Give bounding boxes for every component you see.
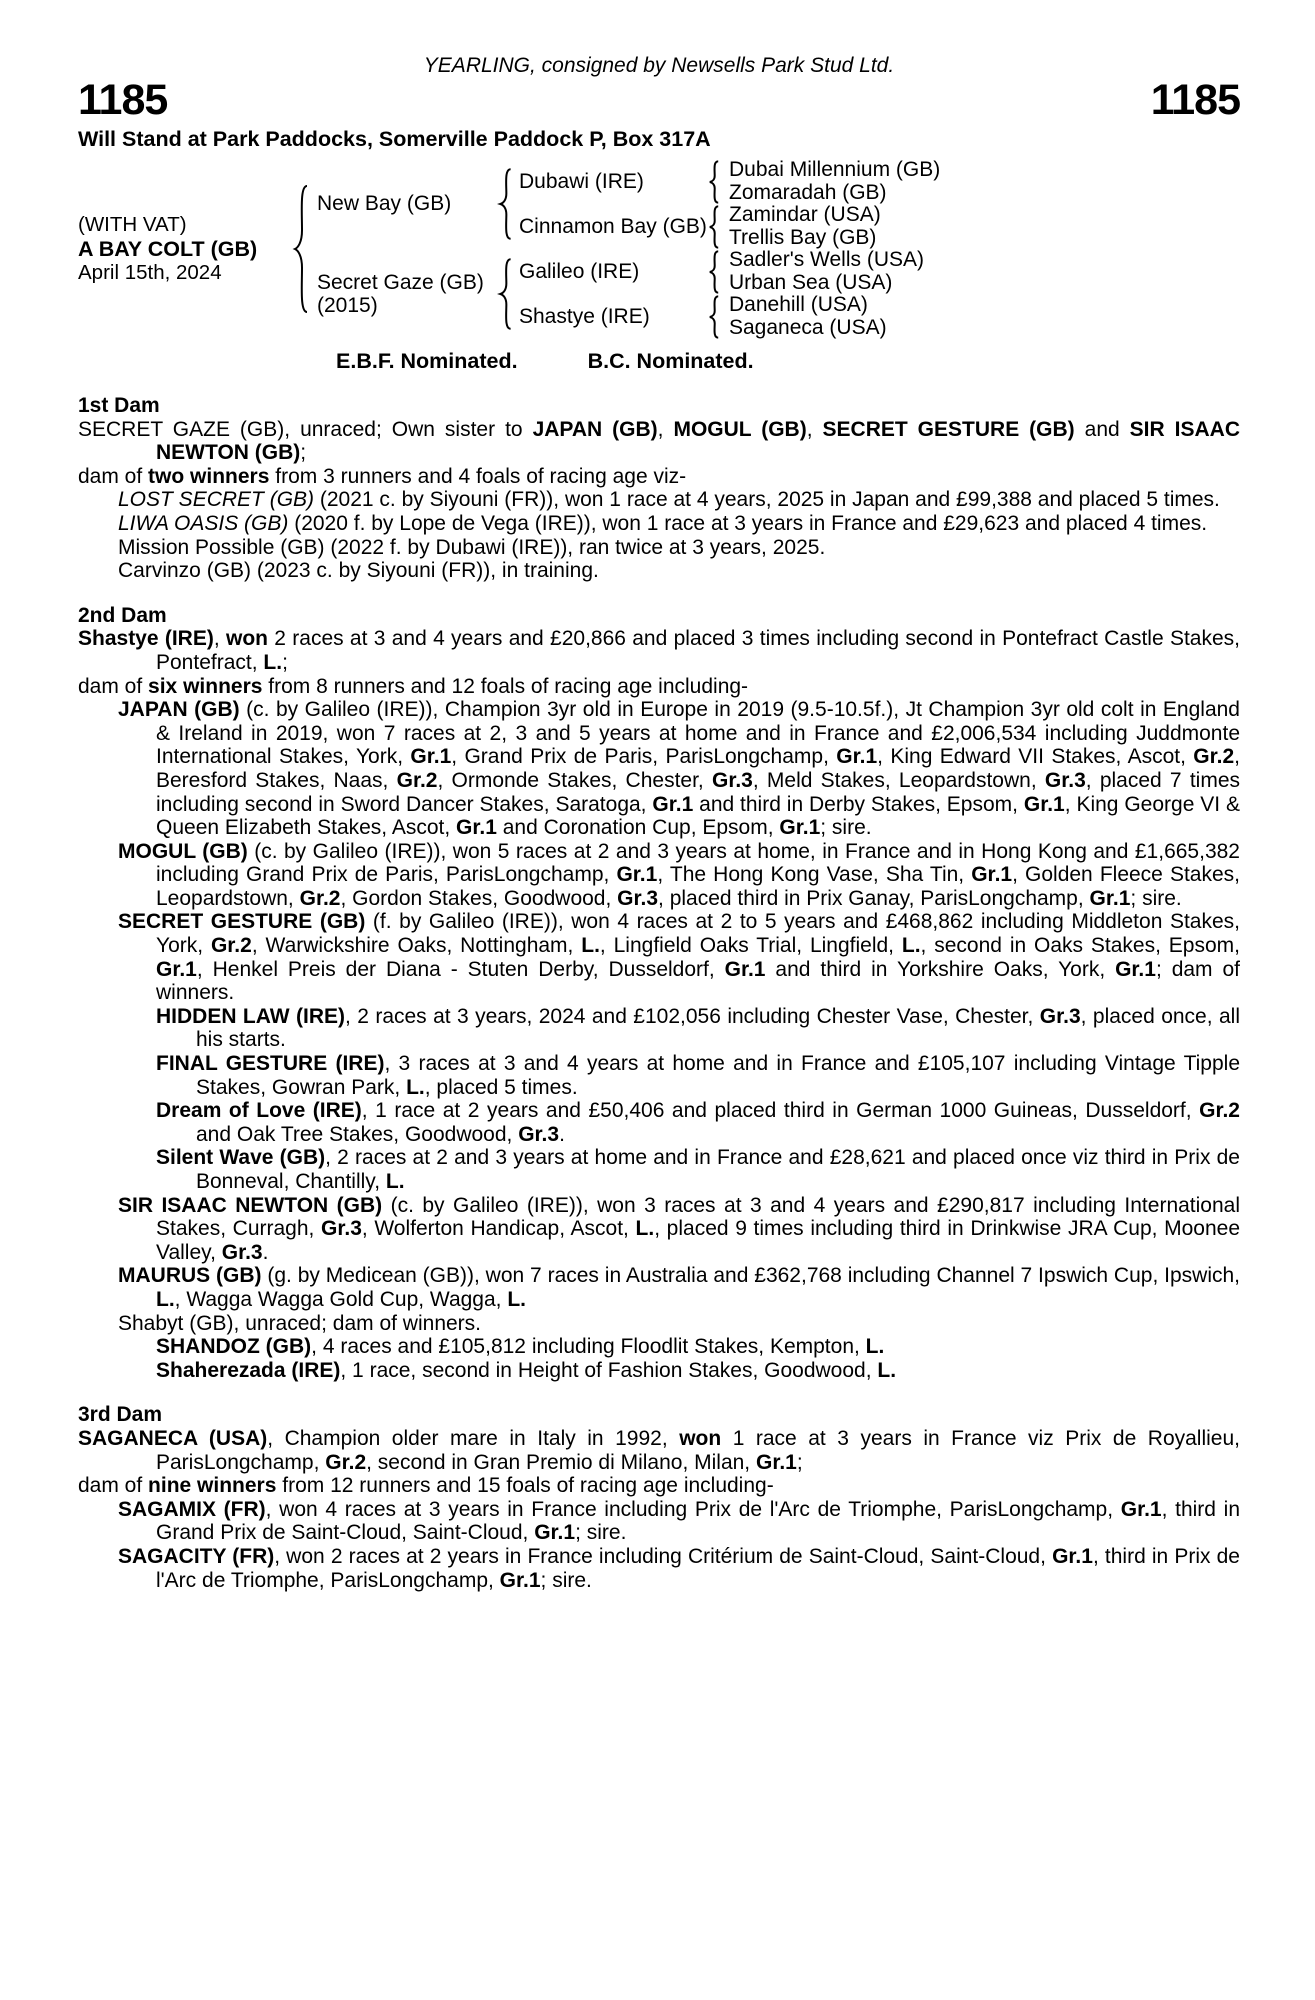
text-run: , 1 race at 2 years and £50,406 and placed third in German 1000 Guineas, Dusseldorf, [361,1099,1200,1123]
text-run: L. [156,1287,175,1311]
text-run: , The Hong Kong Vase, Sha Tin, [657,863,972,887]
dam-cell [317,271,497,317]
text-run: HIDDEN LAW (IRE) [156,1004,345,1028]
text-run: MOGUL (GB) [118,839,248,863]
text-run: Gr.1 [755,1450,797,1474]
text-run: SHANDOZ (GB) [156,1335,312,1359]
text-run: , 1 race, second in Height of Fashion Stakes, Goodwood, [340,1358,878,1382]
pedigree-paragraph [78,675,1240,699]
text-run: from 8 runners and 12 foals of racing age including- [262,674,749,698]
text-run: Gr.1 [1115,957,1156,981]
text-run: dam of [78,464,149,488]
dam-section-heading: 3rd Dam [78,1403,163,1427]
text-run: , Grand Prix de Paris, ParisLongchamp, [451,745,837,769]
pedigree-table [78,159,1240,339]
text-run: . [262,1240,269,1264]
text-run: L. [385,1170,405,1193]
text-run: from 3 runners and 4 foals of racing age viz- [269,464,687,488]
text-run: , second in Gran Premio di Milano, Milan, [366,1450,756,1474]
dam-section [78,394,1240,583]
pedigree-paragraph [78,488,1240,512]
dam-name: Secret Gaze (GB) [317,271,484,294]
text-run: , Warwickshire Oaks, Nottingham, [251,934,582,958]
dam-section-heading: 2nd Dam [78,603,167,627]
grandparent-brace-icon [707,250,729,294]
colt-info [78,213,291,285]
dam-section-paragraphs [78,418,1240,583]
text-run: , 2 races at 2 and 3 years at home and in France and £28,621 and placed once viz third in Prix de Bonneval, Chantilly, [196,1146,1240,1193]
text-run: MAURUS (GB) [118,1264,262,1288]
text-run: , Meld Stakes, Leopardstown, [752,768,1045,792]
text-run: Mission Possible (GB) (2022 f. by Dubawi (IRE)), ran twice at 3 years, 2025. [118,535,826,559]
text-run: L. [865,1335,885,1359]
text-run: , 4 races and £105,812 including Floodlit Stakes, Kempton, [311,1335,866,1359]
text-run: JAPAN (GB) [118,698,240,722]
text-run: SECRET GAZE (GB), unraced; Own sister to [78,417,533,441]
text-run: Gr.2 [299,886,341,910]
text-run: Gr.1 [779,816,821,840]
text-run: (g. by Medicean (GB)), won 7 races in Australia and £362,768 including Channel 7 Ipswich Cup, Ipswich, [261,1264,1241,1288]
pedigree-paragraph [78,1146,1240,1193]
great-grandparent-name: Saganeca (USA) [729,315,887,339]
text-run: Gr.1 [534,1521,576,1545]
dam-brace-icon [497,257,519,331]
text-run: , King George VI & Queen Elizabeth Stakes, Ascot, [156,792,1240,840]
dam-sections [78,394,1240,1592]
text-run: (c. by Galileo (IRE)), Champion 3yr old in Europe in 2019 (9.5-10.5f.), Jt Champion 3yr old colt in England & Ireland in 2019, won 7 races at 2, 3 and 5 years at home and in France and £2,006,534 including Juddmonte International Stakes, York, [156,698,1240,769]
great-grandparent-name: Urban Sea (USA) [729,270,893,294]
text-run: Gr.1 [652,792,694,816]
text-run: , [213,627,226,651]
text-run: Dream of Love (IRE) [156,1099,362,1123]
ebf-nominated-label: E.B.F. Nominated. [336,349,518,373]
great-grandparent-name: Sadler's Wells (USA) [729,248,924,272]
text-run: ; sire. [820,816,872,840]
great-grandparent-name: Zomaradah (GB) [729,180,887,204]
text-run: , [657,417,674,441]
text-run: Gr.3 [518,1122,560,1146]
pedigree-paragraph [78,1545,1240,1592]
pedigree-paragraph [78,536,1240,560]
text-run: , third in Grand Prix de Saint-Cloud, Saint-Cloud, [156,1497,1240,1545]
horse-name: A BAY COLT (GB) [78,237,258,261]
text-run: and third in Derby Stakes, Epsom, [693,792,1024,816]
stand-location-line: Will Stand at Park Paddocks, Somerville Paddock P, Box 317A [78,127,711,151]
pedigree-paragraph [78,1359,1240,1383]
text-run: Gr.2 [1193,745,1235,769]
bc-nominated-label: B.C. Nominated. [587,349,754,373]
pedigree-paragraph [78,465,1240,489]
text-run: ; sire. [540,1568,592,1592]
text-run: Silent Wave (GB) [156,1146,326,1170]
text-run: nine winners [148,1474,277,1498]
text-run: L. [263,650,283,674]
text-run: L. [877,1358,897,1382]
pedigree-paragraph [78,1312,1240,1336]
text-run: , won 4 races at 3 years in France including Prix de l'Arc de Triomphe, ParisLongchamp, [265,1497,1121,1521]
text-run: Gr.1 [1023,792,1065,816]
text-run: Gr.3 [221,1240,263,1264]
great-grandparent-name: Danehill (USA) [729,293,868,317]
sire-brace-icon [497,167,519,241]
text-run: , Wagga Wagga Gold Cup, Wagga, [174,1287,508,1311]
dam-section-paragraphs [78,1427,1240,1592]
text-run: Gr.2 [210,934,252,958]
text-run: , Wolferton Handicap, Ascot, [361,1217,636,1241]
text-run: JAPAN (GB) [532,417,658,441]
text-run: Gr.1 [724,957,766,981]
text-run: SIR ISAAC NEWTON (GB) [156,417,1240,465]
text-run: , second in Oaks Stakes, Epsom, [920,934,1240,958]
pedigree-paragraph [78,1005,1240,1052]
grandparent-brace-icon [707,205,729,249]
text-run: Gr.1 [616,863,658,887]
pedigree-paragraph [78,1474,1240,1498]
text-run: won [679,1426,722,1450]
sire-name: New Bay (GB) [317,192,452,215]
granddam-name: Cinnamon Bay (GB) [519,214,707,238]
grandparent-brace-icon [707,160,729,204]
text-run: , won 2 races at 2 years in France including Critérium de Saint-Cloud, Saint-Cloud, [274,1544,1053,1568]
text-run: MOGUL (GB) [673,417,807,441]
text-run: and [1074,417,1130,441]
dam-section [78,604,1240,1383]
text-run: ; [796,1450,803,1474]
pedigree-paragraph [78,418,1240,465]
foal-date: April 15th, 2024 [78,261,222,284]
granddam-name: Shastye (IRE) [519,304,650,328]
text-run: (c. by Galileo (IRE)), won 5 races at 2 and 3 years at home, in France and in Hong Kong and £1,665,382 including Grand Prix de Paris, ParisLongchamp, [156,839,1240,887]
text-run: Shastye (IRE) [78,627,214,651]
text-run: Gr.2 [325,1450,367,1474]
pedigree-paragraph [78,1498,1240,1545]
dam-section-heading: 1st Dam [78,394,160,417]
text-run: ; sire. [1130,886,1182,910]
text-run: Gr.1 [456,816,497,840]
text-run: , Henkel Preis der Diana - Stuten Derby, Dusseldorf, [196,957,725,981]
pedigree-paragraph [78,512,1240,536]
text-run: won [225,627,268,651]
text-run: Gr.3 [711,768,753,792]
pedigree-paragraph [78,1264,1240,1311]
text-run: and Coronation Cup, Epsom, [496,816,780,840]
text-run: two winners [148,464,270,488]
text-run: Shaherezada (IRE) [156,1358,341,1382]
text-run: , King Edward VII Stakes, Ascot, [877,745,1194,769]
text-run: Gr.2 [1199,1099,1240,1123]
text-run: L. [581,934,600,958]
text-run: SAGAMIX (FR) [118,1497,266,1521]
text-run: Gr.3 [1039,1004,1081,1028]
text-run: SIR ISAAC NEWTON (GB) [118,1193,383,1217]
pedigree-paragraph [78,1335,1240,1359]
text-run: (2021 c. by Siyouni (FR)), won 1 race at 4 years, 2025 in Japan and £99,388 and placed 5 times. [314,488,1220,512]
text-run: Gr.3 [1044,768,1086,792]
text-run: dam of [78,674,149,698]
text-run: Gr.1 [1120,1497,1162,1521]
text-run: SAGANECA (USA) [78,1426,268,1450]
vat-note: (WITH VAT) [78,213,187,236]
text-run: (2020 f. by Lope de Vega (IRE)), won 1 race at 3 years in France and £29,623 and placed 4 times. [288,511,1208,535]
text-run: Gr.1 [1052,1544,1093,1568]
text-run: L. [406,1075,425,1099]
text-run: Gr.1 [1089,886,1131,910]
text-run: , placed third in Prix Ganay, ParisLongchamp, [658,886,1090,910]
pedigree-paragraph [78,840,1240,911]
text-run: Carvinzo (GB) (2023 c. by Siyouni (FR)), in training. [118,559,599,583]
great-grandparent-name: Trellis Bay (GB) [729,225,877,249]
text-run: , placed 7 times including second in Sword Dancer Stakes, Saratoga, [156,768,1240,816]
text-run: Gr.3 [321,1217,362,1241]
grandsire-name: Galileo (IRE) [519,259,640,283]
text-run: , 3 races at 3 and 4 years at home and in France and £105,107 including Vintage Tipple Stakes, Gowran Park, [196,1052,1240,1099]
text-run: ; [282,650,288,674]
text-run: , Beresford Stakes, Naas, [156,745,1241,792]
pedigree-paragraph [78,1194,1240,1265]
pedigree-main-brace-icon [291,182,317,316]
text-run: SECRET GESTURE (GB) [118,910,366,934]
nominations-row [78,349,1240,374]
dam-section-paragraphs [78,627,1240,1382]
text-run: L. [507,1287,527,1311]
pedigree-paragraph [78,1099,1240,1146]
lot-number-left: 1185 [78,76,168,124]
text-run: , Ormonde Stakes, Chester, [437,768,712,792]
text-run: , Champion older mare in Italy in 1992, [267,1426,680,1450]
text-run: L. [635,1217,655,1241]
text-run: Gr.2 [396,768,438,792]
text-run: six winners [148,674,263,698]
grandparent-brace-icon [707,295,729,339]
text-run: 2 races at 3 and 4 years and £20,866 and placed 3 times including second in Pontefract Castle Stakes, Pontefract, [156,627,1240,674]
text-run: , 2 races at 3 years, 2024 and £102,056 including Chester Vase, Chester, [344,1004,1040,1028]
pedigree-paragraph [78,1427,1240,1474]
pedigree-paragraph [78,559,1240,583]
great-grandparent-name: Dubai Millennium (GB) [729,158,941,182]
text-run: , third in Prix de l'Arc de Triomphe, ParisLongchamp, [156,1544,1240,1592]
dam-section [78,1403,1240,1592]
lot-number-row [78,78,1240,124]
text-run: , placed once, all his starts. [196,1004,1240,1052]
text-run: Gr.3 [617,886,659,910]
text-run: , Golden Fleece Stakes, Leopardstown, [156,863,1240,910]
text-run: dam of [78,1474,149,1498]
text-run: L. [901,934,921,958]
text-run: . [559,1122,565,1146]
pedigree-paragraph [78,1052,1240,1099]
text-run: LIWA OASIS (GB) [118,511,289,535]
pedigree-paragraph [78,627,1240,674]
text-run: , Lingfield Oaks Trial, Lingfield, [599,934,902,958]
pedigree-paragraph [78,910,1240,1004]
text-run: from 12 runners and 15 foals of racing age including- [276,1474,774,1498]
text-run: , Gordon Stakes, Goodwood, [340,886,618,910]
text-run: Gr.1 [971,863,1013,887]
text-run: Gr.1 [410,745,452,769]
text-run: Gr.1 [499,1568,541,1592]
text-run: ; [300,441,307,465]
text-run: and Oak Tree Stakes, Goodwood, [196,1122,519,1146]
lot-number-right: 1185 [1150,76,1240,124]
text-run: LOST SECRET (GB) [118,488,315,512]
consignor-line: YEARLING, consigned by Newsells Park Stud Ltd. [423,54,895,77]
text-run: , placed 9 times including third in Drinkwise JRA Cup, Moonee Valley, [156,1217,1241,1264]
text-run: Gr.1 [836,745,878,769]
text-run: (f. by Galileo (IRE)), won 4 races at 2 to 5 years and £468,862 including Middleton Stakes, York, [156,910,1240,958]
text-run: Shabyt (GB), unraced; dam of winners. [118,1311,481,1335]
grandsire-name: Dubawi (IRE) [519,169,644,193]
text-run: and third in Yorkshire Oaks, York, [765,957,1116,981]
dam-year: (2015) [317,294,378,317]
text-run: 1 race at 3 years in France viz Prix de Royallieu, ParisLongchamp, [156,1426,1240,1474]
text-run: , [806,417,823,441]
text-run: , placed 5 times. [424,1075,578,1099]
text-run: SAGACITY (FR) [118,1544,275,1568]
text-run: ; dam of winners. [156,957,1240,1005]
text-run: SECRET GESTURE (GB) [822,417,1075,441]
text-run: FINAL GESTURE (IRE) [156,1052,385,1076]
pedigree-paragraph [78,698,1240,840]
text-run: ; sire. [575,1521,627,1545]
text-run: (c. by Galileo (IRE)), won 3 races at 3 and 4 years and £290,817 including International Stakes, Curragh, [156,1193,1241,1241]
great-grandparent-name: Zamindar (USA) [729,203,881,227]
text-run: Gr.1 [156,957,197,981]
